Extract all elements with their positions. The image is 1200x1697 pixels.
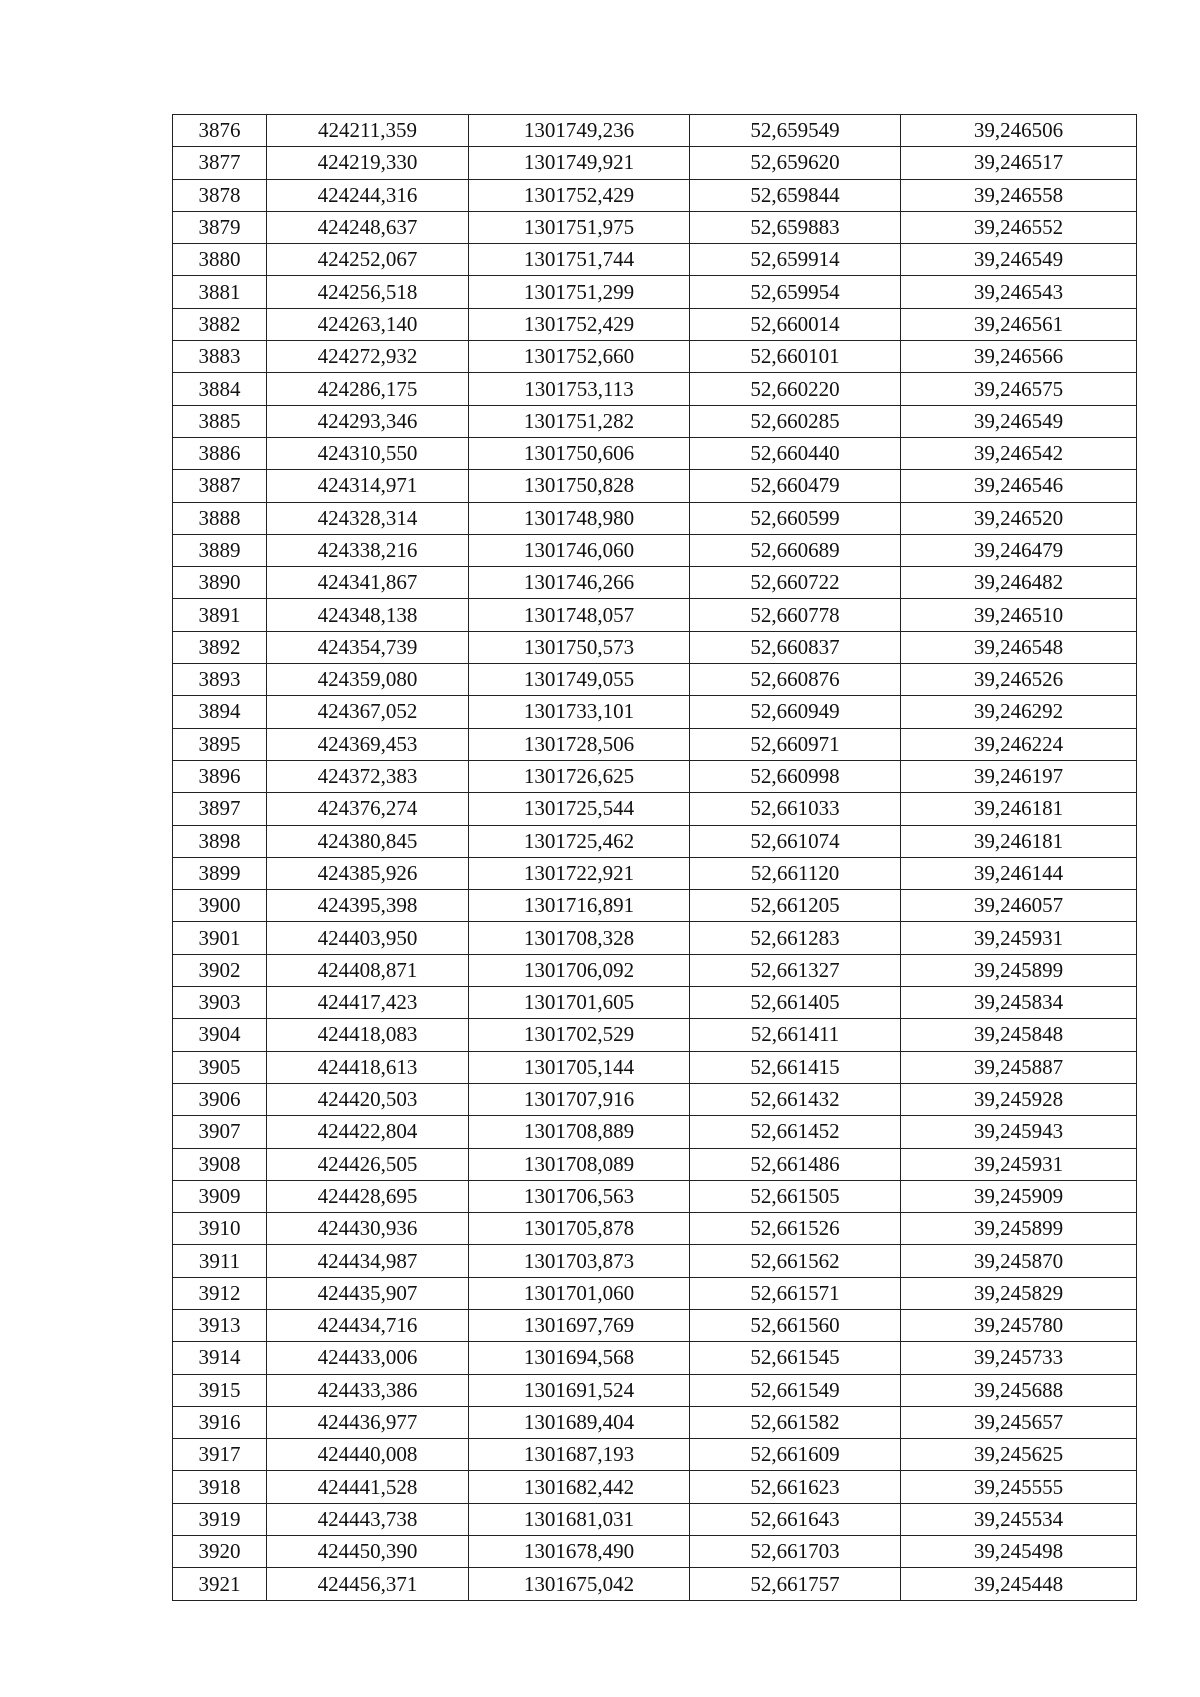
point-number-cell: 3880 <box>173 244 267 276</box>
point-number-cell: 3916 <box>173 1406 267 1438</box>
latitude-cell: 52,661405 <box>690 987 901 1019</box>
latitude-cell: 52,661120 <box>690 857 901 889</box>
y-coordinate-cell: 1301691,524 <box>469 1374 690 1406</box>
x-coordinate-cell: 424430,936 <box>267 1213 469 1245</box>
coordinate-table <box>172 114 1137 1601</box>
point-number-cell: 3921 <box>173 1568 267 1600</box>
latitude-cell: 52,660778 <box>690 599 901 631</box>
longitude-cell: 39,246181 <box>901 825 1137 857</box>
longitude-cell: 39,246224 <box>901 728 1137 760</box>
latitude-cell: 52,661415 <box>690 1051 901 1083</box>
x-coordinate-cell: 424443,738 <box>267 1503 469 1535</box>
point-number-cell: 3903 <box>173 987 267 1019</box>
latitude-cell: 52,660220 <box>690 373 901 405</box>
latitude-cell: 52,660949 <box>690 696 901 728</box>
point-number-cell: 3906 <box>173 1083 267 1115</box>
y-coordinate-cell: 1301752,429 <box>469 308 690 340</box>
latitude-cell: 52,659954 <box>690 276 901 308</box>
coordinate-table-body <box>173 115 1137 1601</box>
x-coordinate-cell: 424418,613 <box>267 1051 469 1083</box>
y-coordinate-cell: 1301702,529 <box>469 1019 690 1051</box>
point-number-cell: 3886 <box>173 437 267 469</box>
table-row <box>173 534 1137 566</box>
y-coordinate-cell: 1301751,744 <box>469 244 690 276</box>
x-coordinate-cell: 424244,316 <box>267 179 469 211</box>
point-number-cell: 3912 <box>173 1277 267 1309</box>
latitude-cell: 52,660998 <box>690 760 901 792</box>
table-row <box>173 1148 1137 1180</box>
point-number-cell: 3913 <box>173 1309 267 1341</box>
latitude-cell: 52,661411 <box>690 1019 901 1051</box>
longitude-cell: 39,246517 <box>901 147 1137 179</box>
x-coordinate-cell: 424441,528 <box>267 1471 469 1503</box>
y-coordinate-cell: 1301748,057 <box>469 599 690 631</box>
x-coordinate-cell: 424338,216 <box>267 534 469 566</box>
table-row <box>173 1536 1137 1568</box>
point-number-cell: 3899 <box>173 857 267 889</box>
longitude-cell: 39,245928 <box>901 1083 1137 1115</box>
y-coordinate-cell: 1301728,506 <box>469 728 690 760</box>
y-coordinate-cell: 1301751,299 <box>469 276 690 308</box>
latitude-cell: 52,661609 <box>690 1439 901 1471</box>
longitude-cell: 39,245625 <box>901 1439 1137 1471</box>
table-row <box>173 1568 1137 1600</box>
longitude-cell: 39,246526 <box>901 664 1137 696</box>
latitude-cell: 52,660285 <box>690 405 901 437</box>
longitude-cell: 39,246549 <box>901 405 1137 437</box>
latitude-cell: 52,660722 <box>690 567 901 599</box>
x-coordinate-cell: 424219,330 <box>267 147 469 179</box>
x-coordinate-cell: 424408,871 <box>267 954 469 986</box>
latitude-cell: 52,659844 <box>690 179 901 211</box>
latitude-cell: 52,661545 <box>690 1342 901 1374</box>
longitude-cell: 39,245931 <box>901 1148 1137 1180</box>
y-coordinate-cell: 1301750,606 <box>469 437 690 469</box>
point-number-cell: 3900 <box>173 890 267 922</box>
table-row <box>173 631 1137 663</box>
x-coordinate-cell: 424272,932 <box>267 341 469 373</box>
latitude-cell: 52,659549 <box>690 115 901 147</box>
x-coordinate-cell: 424211,359 <box>267 115 469 147</box>
longitude-cell: 39,246575 <box>901 373 1137 405</box>
x-coordinate-cell: 424426,505 <box>267 1148 469 1180</box>
latitude-cell: 52,661571 <box>690 1277 901 1309</box>
point-number-cell: 3907 <box>173 1116 267 1148</box>
latitude-cell: 52,661560 <box>690 1309 901 1341</box>
x-coordinate-cell: 424372,383 <box>267 760 469 792</box>
point-number-cell: 3915 <box>173 1374 267 1406</box>
table-row <box>173 664 1137 696</box>
longitude-cell: 39,245931 <box>901 922 1137 954</box>
table-row <box>173 1471 1137 1503</box>
y-coordinate-cell: 1301750,573 <box>469 631 690 663</box>
x-coordinate-cell: 424450,390 <box>267 1536 469 1568</box>
table-row <box>173 115 1137 147</box>
x-coordinate-cell: 424256,518 <box>267 276 469 308</box>
point-number-cell: 3877 <box>173 147 267 179</box>
y-coordinate-cell: 1301697,769 <box>469 1309 690 1341</box>
latitude-cell: 52,661643 <box>690 1503 901 1535</box>
table-row <box>173 1277 1137 1309</box>
table-row <box>173 1503 1137 1535</box>
latitude-cell: 52,661703 <box>690 1536 901 1568</box>
latitude-cell: 52,659620 <box>690 147 901 179</box>
longitude-cell: 39,246506 <box>901 115 1137 147</box>
point-number-cell: 3909 <box>173 1180 267 1212</box>
table-row <box>173 179 1137 211</box>
x-coordinate-cell: 424435,907 <box>267 1277 469 1309</box>
longitude-cell: 39,246566 <box>901 341 1137 373</box>
y-coordinate-cell: 1301722,921 <box>469 857 690 889</box>
table-row <box>173 599 1137 631</box>
x-coordinate-cell: 424354,739 <box>267 631 469 663</box>
y-coordinate-cell: 1301707,916 <box>469 1083 690 1115</box>
table-row <box>173 341 1137 373</box>
latitude-cell: 52,661452 <box>690 1116 901 1148</box>
point-number-cell: 3914 <box>173 1342 267 1374</box>
x-coordinate-cell: 424293,346 <box>267 405 469 437</box>
x-coordinate-cell: 424341,867 <box>267 567 469 599</box>
x-coordinate-cell: 424428,695 <box>267 1180 469 1212</box>
y-coordinate-cell: 1301706,563 <box>469 1180 690 1212</box>
longitude-cell: 39,245909 <box>901 1180 1137 1212</box>
table-row <box>173 470 1137 502</box>
y-coordinate-cell: 1301751,975 <box>469 211 690 243</box>
x-coordinate-cell: 424369,453 <box>267 728 469 760</box>
table-row <box>173 987 1137 1019</box>
table-row <box>173 1439 1137 1471</box>
y-coordinate-cell: 1301705,878 <box>469 1213 690 1245</box>
table-row <box>173 437 1137 469</box>
y-coordinate-cell: 1301708,889 <box>469 1116 690 1148</box>
latitude-cell: 52,659883 <box>690 211 901 243</box>
table-row <box>173 567 1137 599</box>
latitude-cell: 52,660440 <box>690 437 901 469</box>
y-coordinate-cell: 1301748,980 <box>469 502 690 534</box>
point-number-cell: 3901 <box>173 922 267 954</box>
latitude-cell: 52,661582 <box>690 1406 901 1438</box>
y-coordinate-cell: 1301701,060 <box>469 1277 690 1309</box>
y-coordinate-cell: 1301749,055 <box>469 664 690 696</box>
longitude-cell: 39,245834 <box>901 987 1137 1019</box>
x-coordinate-cell: 424434,987 <box>267 1245 469 1277</box>
longitude-cell: 39,246542 <box>901 437 1137 469</box>
latitude-cell: 52,661205 <box>690 890 901 922</box>
point-number-cell: 3894 <box>173 696 267 728</box>
table-row <box>173 793 1137 825</box>
x-coordinate-cell: 424420,503 <box>267 1083 469 1115</box>
latitude-cell: 52,660014 <box>690 308 901 340</box>
table-row <box>173 696 1137 728</box>
longitude-cell: 39,246181 <box>901 793 1137 825</box>
y-coordinate-cell: 1301703,873 <box>469 1245 690 1277</box>
table-row <box>173 825 1137 857</box>
latitude-cell: 52,660599 <box>690 502 901 534</box>
x-coordinate-cell: 424436,977 <box>267 1406 469 1438</box>
point-number-cell: 3884 <box>173 373 267 405</box>
latitude-cell: 52,661562 <box>690 1245 901 1277</box>
table-row <box>173 857 1137 889</box>
point-number-cell: 3885 <box>173 405 267 437</box>
y-coordinate-cell: 1301725,462 <box>469 825 690 857</box>
x-coordinate-cell: 424434,716 <box>267 1309 469 1341</box>
table-row <box>173 760 1137 792</box>
y-coordinate-cell: 1301752,429 <box>469 179 690 211</box>
y-coordinate-cell: 1301753,113 <box>469 373 690 405</box>
y-coordinate-cell: 1301682,442 <box>469 1471 690 1503</box>
x-coordinate-cell: 424433,006 <box>267 1342 469 1374</box>
longitude-cell: 39,245534 <box>901 1503 1137 1535</box>
point-number-cell: 3879 <box>173 211 267 243</box>
longitude-cell: 39,245448 <box>901 1568 1137 1600</box>
latitude-cell: 52,660971 <box>690 728 901 760</box>
table-row <box>173 1406 1137 1438</box>
table-row <box>173 890 1137 922</box>
longitude-cell: 39,245899 <box>901 1213 1137 1245</box>
y-coordinate-cell: 1301733,101 <box>469 696 690 728</box>
latitude-cell: 52,661757 <box>690 1568 901 1600</box>
longitude-cell: 39,246197 <box>901 760 1137 792</box>
y-coordinate-cell: 1301751,282 <box>469 405 690 437</box>
latitude-cell: 52,661033 <box>690 793 901 825</box>
table-row <box>173 1213 1137 1245</box>
table-row <box>173 244 1137 276</box>
table-row <box>173 728 1137 760</box>
longitude-cell: 39,246144 <box>901 857 1137 889</box>
x-coordinate-cell: 424376,274 <box>267 793 469 825</box>
y-coordinate-cell: 1301746,266 <box>469 567 690 599</box>
longitude-cell: 39,246292 <box>901 696 1137 728</box>
latitude-cell: 52,659914 <box>690 244 901 276</box>
x-coordinate-cell: 424248,637 <box>267 211 469 243</box>
y-coordinate-cell: 1301749,921 <box>469 147 690 179</box>
point-number-cell: 3904 <box>173 1019 267 1051</box>
x-coordinate-cell: 424328,314 <box>267 502 469 534</box>
table-row <box>173 405 1137 437</box>
x-coordinate-cell: 424310,550 <box>267 437 469 469</box>
y-coordinate-cell: 1301750,828 <box>469 470 690 502</box>
point-number-cell: 3876 <box>173 115 267 147</box>
longitude-cell: 39,245887 <box>901 1051 1137 1083</box>
point-number-cell: 3917 <box>173 1439 267 1471</box>
x-coordinate-cell: 424417,423 <box>267 987 469 1019</box>
table-row <box>173 1019 1137 1051</box>
point-number-cell: 3902 <box>173 954 267 986</box>
point-number-cell: 3898 <box>173 825 267 857</box>
x-coordinate-cell: 424286,175 <box>267 373 469 405</box>
y-coordinate-cell: 1301706,092 <box>469 954 690 986</box>
x-coordinate-cell: 424395,398 <box>267 890 469 922</box>
table-row <box>173 1180 1137 1212</box>
longitude-cell: 39,245555 <box>901 1471 1137 1503</box>
longitude-cell: 39,246561 <box>901 308 1137 340</box>
table-row <box>173 1116 1137 1148</box>
x-coordinate-cell: 424380,845 <box>267 825 469 857</box>
latitude-cell: 52,661486 <box>690 1148 901 1180</box>
longitude-cell: 39,246510 <box>901 599 1137 631</box>
table-row <box>173 1083 1137 1115</box>
point-number-cell: 3890 <box>173 567 267 599</box>
y-coordinate-cell: 1301678,490 <box>469 1536 690 1568</box>
longitude-cell: 39,245688 <box>901 1374 1137 1406</box>
x-coordinate-cell: 424456,371 <box>267 1568 469 1600</box>
longitude-cell: 39,245848 <box>901 1019 1137 1051</box>
longitude-cell: 39,246558 <box>901 179 1137 211</box>
y-coordinate-cell: 1301746,060 <box>469 534 690 566</box>
y-coordinate-cell: 1301749,236 <box>469 115 690 147</box>
longitude-cell: 39,245899 <box>901 954 1137 986</box>
latitude-cell: 52,661623 <box>690 1471 901 1503</box>
longitude-cell: 39,245943 <box>901 1116 1137 1148</box>
point-number-cell: 3891 <box>173 599 267 631</box>
y-coordinate-cell: 1301716,891 <box>469 890 690 922</box>
y-coordinate-cell: 1301689,404 <box>469 1406 690 1438</box>
latitude-cell: 52,661283 <box>690 922 901 954</box>
table-row <box>173 1245 1137 1277</box>
point-number-cell: 3889 <box>173 534 267 566</box>
latitude-cell: 52,660876 <box>690 664 901 696</box>
x-coordinate-cell: 424263,140 <box>267 308 469 340</box>
x-coordinate-cell: 424252,067 <box>267 244 469 276</box>
point-number-cell: 3897 <box>173 793 267 825</box>
longitude-cell: 39,246548 <box>901 631 1137 663</box>
longitude-cell: 39,245733 <box>901 1342 1137 1374</box>
table-row <box>173 1051 1137 1083</box>
point-number-cell: 3888 <box>173 502 267 534</box>
table-row <box>173 308 1137 340</box>
table-row <box>173 276 1137 308</box>
longitude-cell: 39,246479 <box>901 534 1137 566</box>
latitude-cell: 52,661327 <box>690 954 901 986</box>
longitude-cell: 39,246552 <box>901 211 1137 243</box>
point-number-cell: 3911 <box>173 1245 267 1277</box>
x-coordinate-cell: 424367,052 <box>267 696 469 728</box>
x-coordinate-cell: 424359,080 <box>267 664 469 696</box>
x-coordinate-cell: 424348,138 <box>267 599 469 631</box>
point-number-cell: 3878 <box>173 179 267 211</box>
y-coordinate-cell: 1301752,660 <box>469 341 690 373</box>
y-coordinate-cell: 1301694,568 <box>469 1342 690 1374</box>
longitude-cell: 39,245498 <box>901 1536 1137 1568</box>
y-coordinate-cell: 1301726,625 <box>469 760 690 792</box>
table-row <box>173 502 1137 534</box>
longitude-cell: 39,245829 <box>901 1277 1137 1309</box>
point-number-cell: 3882 <box>173 308 267 340</box>
point-number-cell: 3908 <box>173 1148 267 1180</box>
point-number-cell: 3881 <box>173 276 267 308</box>
latitude-cell: 52,660837 <box>690 631 901 663</box>
longitude-cell: 39,246543 <box>901 276 1137 308</box>
point-number-cell: 3919 <box>173 1503 267 1535</box>
point-number-cell: 3892 <box>173 631 267 663</box>
latitude-cell: 52,661549 <box>690 1374 901 1406</box>
longitude-cell: 39,246546 <box>901 470 1137 502</box>
y-coordinate-cell: 1301708,328 <box>469 922 690 954</box>
table-row <box>173 1374 1137 1406</box>
table-row <box>173 922 1137 954</box>
x-coordinate-cell: 424433,386 <box>267 1374 469 1406</box>
table-row <box>173 147 1137 179</box>
point-number-cell: 3896 <box>173 760 267 792</box>
longitude-cell: 39,245657 <box>901 1406 1137 1438</box>
x-coordinate-cell: 424440,008 <box>267 1439 469 1471</box>
x-coordinate-cell: 424418,083 <box>267 1019 469 1051</box>
table-row <box>173 373 1137 405</box>
table-row <box>173 211 1137 243</box>
y-coordinate-cell: 1301708,089 <box>469 1148 690 1180</box>
point-number-cell: 3893 <box>173 664 267 696</box>
y-coordinate-cell: 1301675,042 <box>469 1568 690 1600</box>
y-coordinate-cell: 1301681,031 <box>469 1503 690 1535</box>
longitude-cell: 39,245780 <box>901 1309 1137 1341</box>
latitude-cell: 52,660689 <box>690 534 901 566</box>
latitude-cell: 52,661526 <box>690 1213 901 1245</box>
latitude-cell: 52,661432 <box>690 1083 901 1115</box>
y-coordinate-cell: 1301705,144 <box>469 1051 690 1083</box>
latitude-cell: 52,661074 <box>690 825 901 857</box>
latitude-cell: 52,661505 <box>690 1180 901 1212</box>
x-coordinate-cell: 424403,950 <box>267 922 469 954</box>
point-number-cell: 3920 <box>173 1536 267 1568</box>
y-coordinate-cell: 1301701,605 <box>469 987 690 1019</box>
point-number-cell: 3905 <box>173 1051 267 1083</box>
point-number-cell: 3887 <box>173 470 267 502</box>
longitude-cell: 39,246057 <box>901 890 1137 922</box>
x-coordinate-cell: 424314,971 <box>267 470 469 502</box>
x-coordinate-cell: 424422,804 <box>267 1116 469 1148</box>
point-number-cell: 3883 <box>173 341 267 373</box>
y-coordinate-cell: 1301725,544 <box>469 793 690 825</box>
latitude-cell: 52,660479 <box>690 470 901 502</box>
table-row <box>173 1309 1137 1341</box>
longitude-cell: 39,246482 <box>901 567 1137 599</box>
y-coordinate-cell: 1301687,193 <box>469 1439 690 1471</box>
x-coordinate-cell: 424385,926 <box>267 857 469 889</box>
longitude-cell: 39,245870 <box>901 1245 1137 1277</box>
longitude-cell: 39,246549 <box>901 244 1137 276</box>
longitude-cell: 39,246520 <box>901 502 1137 534</box>
point-number-cell: 3910 <box>173 1213 267 1245</box>
point-number-cell: 3895 <box>173 728 267 760</box>
table-row <box>173 1342 1137 1374</box>
point-number-cell: 3918 <box>173 1471 267 1503</box>
latitude-cell: 52,660101 <box>690 341 901 373</box>
table-row <box>173 954 1137 986</box>
